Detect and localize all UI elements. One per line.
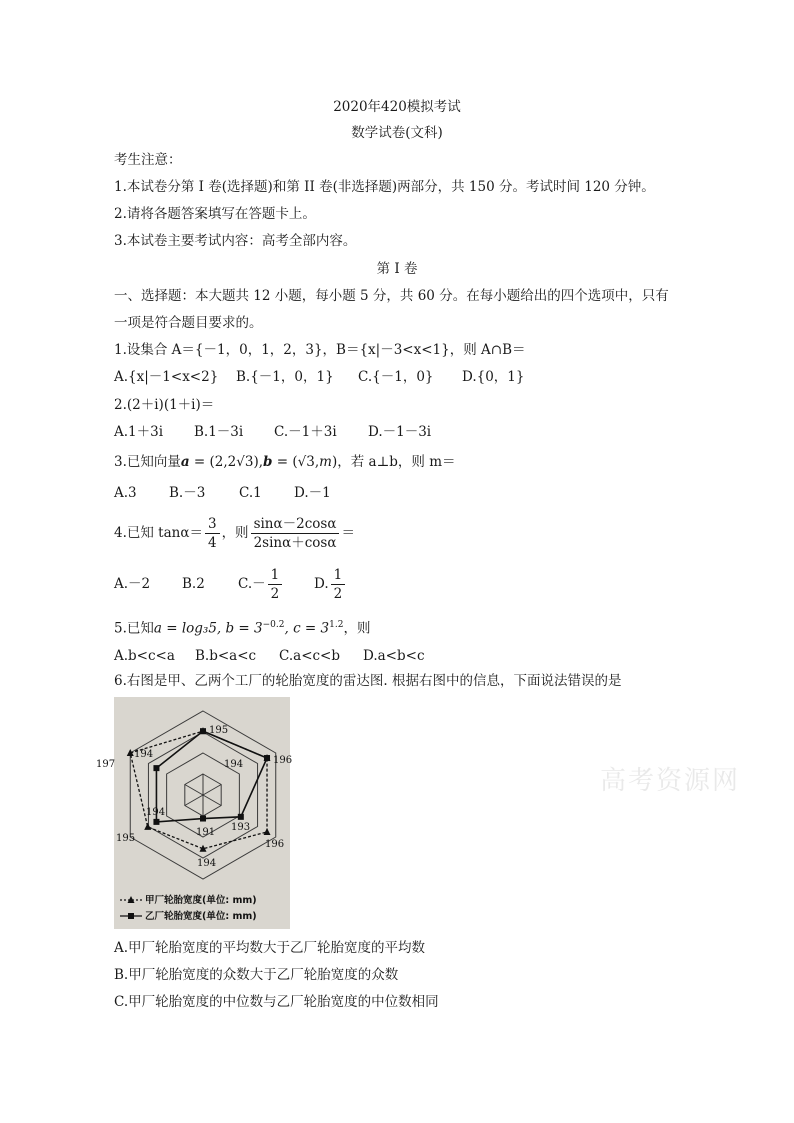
question-4-stem [114, 513, 355, 553]
series-jia-point [264, 828, 271, 835]
series-yi-point [153, 765, 159, 771]
series-jia-point [144, 823, 151, 830]
series-yi-point [200, 728, 206, 734]
option-d: D.{0，1} [462, 369, 525, 385]
page-title: 2020年420模拟考试 [333, 99, 461, 115]
q4-prefix: 4.已知 tanα＝ [114, 525, 203, 541]
option-b: B.－3 [169, 485, 206, 501]
instructions-line: 一项是符合题目要求的。 [114, 315, 263, 331]
question-3-stem [114, 452, 456, 472]
radar-value-label: 196 [265, 839, 285, 850]
radar-value-label: 194 [134, 749, 154, 760]
radar-value-label: 195 [209, 725, 229, 736]
radar-value-label: 193 [231, 822, 251, 833]
q5-exp1: −0.2 [262, 620, 285, 630]
option-c-label: C.－ [238, 576, 266, 592]
question-3-options [114, 483, 331, 503]
q3-prefix: 3.已知向量 [114, 454, 181, 470]
vector-a: a [180, 454, 190, 470]
vector-b: b [263, 454, 273, 470]
question-1-stem: 1.设集合 A＝{－1，0，1，2，3}，B＝{x|－3<x<1}，则 A∩B＝ [114, 342, 526, 358]
option-c-numerator: 1 [268, 566, 283, 585]
radar-value-label: 194 [197, 858, 217, 869]
option-b: B.1－3i [194, 424, 244, 440]
option-a: A.－2 [114, 576, 151, 592]
radar-spoke [203, 795, 221, 806]
q3-suffix: ，若 a⊥b，则 m＝ [337, 454, 456, 470]
expr-denominator: 2sinα＋cosα [253, 535, 337, 551]
option-c: C.1 [239, 485, 262, 501]
series-yi-line [156, 731, 267, 822]
radar-value-label: 195 [116, 833, 136, 844]
series-yi-point [238, 814, 244, 820]
option-d: D.－1 [294, 485, 331, 501]
option-c: C.a<c<b [279, 648, 341, 664]
question-6-option-b: B.甲厂轮胎宽度的众数大于乙厂轮胎宽度的众数 [114, 967, 399, 983]
q5-expr: a = log₃5, b = 3 [153, 620, 263, 637]
q5-prefix: 5.已知 [114, 620, 154, 637]
radar-value-label: 191 [196, 827, 216, 838]
option-d-denominator: 2 [333, 586, 343, 602]
option-a: A.3 [114, 485, 137, 501]
instructions-line: 一、选择题：本大题共 12 小题，每小题 5 分，共 60 分。在每小题给出的四个选项中，只有 [114, 288, 669, 304]
question-2-stem: 2.(2＋i)(1＋i)＝ [114, 397, 215, 413]
expr-fraction [251, 515, 340, 552]
section-title: 第 I 卷 [376, 261, 418, 277]
legend-label: 乙厂轮胎宽度(单位: mm) [145, 911, 257, 922]
option-d [314, 564, 347, 604]
question-6-stem: 6.右图是甲、乙两个工厂的轮胎宽度的雷达图. 根据右图中的信息，下面说法错误的是 [114, 673, 622, 689]
paren: ) [331, 454, 338, 470]
option-a: A.1＋3i [114, 424, 164, 440]
option-a: A.b<c<a [114, 648, 175, 664]
tan-numerator: 3 [205, 515, 220, 534]
option-c [238, 564, 314, 604]
legend-label: 甲厂轮胎宽度(单位: mm) [145, 895, 257, 906]
notice-item: 3.本试卷主要考试内容：高考全部内容。 [114, 233, 357, 249]
question-6-option-c: C.甲厂轮胎宽度的中位数与乙厂轮胎宽度的中位数相同 [114, 994, 439, 1010]
var-m: m [319, 454, 332, 470]
radar-spoke [185, 785, 203, 796]
vector-b-value: = (√3, [272, 454, 320, 470]
series-yi-point [264, 755, 270, 761]
page-subtitle: 数学试卷(文科) [351, 125, 443, 141]
option-b: B.2 [182, 576, 205, 592]
option-d-fraction [331, 566, 346, 603]
option-c: C.－1＋3i [274, 424, 337, 440]
option-d: D.a<b<c [363, 648, 425, 664]
vector-a-value: = (2,2√3), [189, 454, 264, 470]
notice-item: 1.本试卷分第 I 卷(选择题)和第 II 卷(非选择题)两部分，共 150 分。考试时间 120 分钟。 [114, 179, 655, 195]
question-2-options [114, 422, 431, 442]
tan-denominator: 4 [207, 535, 217, 551]
radar-spoke [203, 785, 221, 796]
option-a: A.{x|－1<x<2} [114, 369, 219, 385]
question-4-options [114, 564, 347, 604]
q4-mid: ，则 [221, 525, 249, 541]
q4-equals: ＝ [341, 525, 355, 541]
radar-value-label: 197 [96, 759, 116, 770]
option-d: D.－1－3i [368, 424, 432, 440]
option-c-fraction [268, 566, 283, 603]
option-b: B.{－1，0，1} [236, 369, 334, 385]
tan-fraction [205, 515, 220, 552]
radar-value-label: 194 [224, 759, 244, 770]
radar-value-label: 194 [146, 807, 166, 818]
notice-item: 2.请将各题答案填写在答题卡上。 [114, 206, 316, 222]
q5-exp2: 1.2 [329, 620, 344, 630]
expr-numerator: sinα－2cosα [251, 515, 340, 534]
option-d-label: D. [314, 576, 329, 592]
radar-value-label: 196 [273, 755, 293, 766]
series-yi-point [153, 819, 159, 825]
legend-square-marker [128, 913, 134, 919]
option-b: B.b<a<c [195, 648, 257, 664]
q5-expr2: , c = 3 [284, 620, 330, 637]
question-1-options [114, 367, 525, 387]
question-6-option-a: A.甲厂轮胎宽度的平均数大于乙厂轮胎宽度的平均数 [114, 940, 426, 956]
option-d-numerator: 1 [331, 566, 346, 585]
radar-spoke [185, 795, 203, 806]
watermark: 高考资源网 [600, 766, 741, 796]
question-5-stem [114, 615, 370, 639]
q5-suffix: ，则 [343, 620, 371, 637]
question-5-options [114, 646, 425, 666]
option-c: C.{－1，0} [358, 369, 434, 385]
series-yi-point [200, 816, 206, 822]
option-c-denominator: 2 [270, 586, 280, 602]
radar-chart-svg [96, 697, 293, 929]
radar-chart [96, 697, 293, 929]
notice-heading: 考生注意： [114, 152, 182, 168]
